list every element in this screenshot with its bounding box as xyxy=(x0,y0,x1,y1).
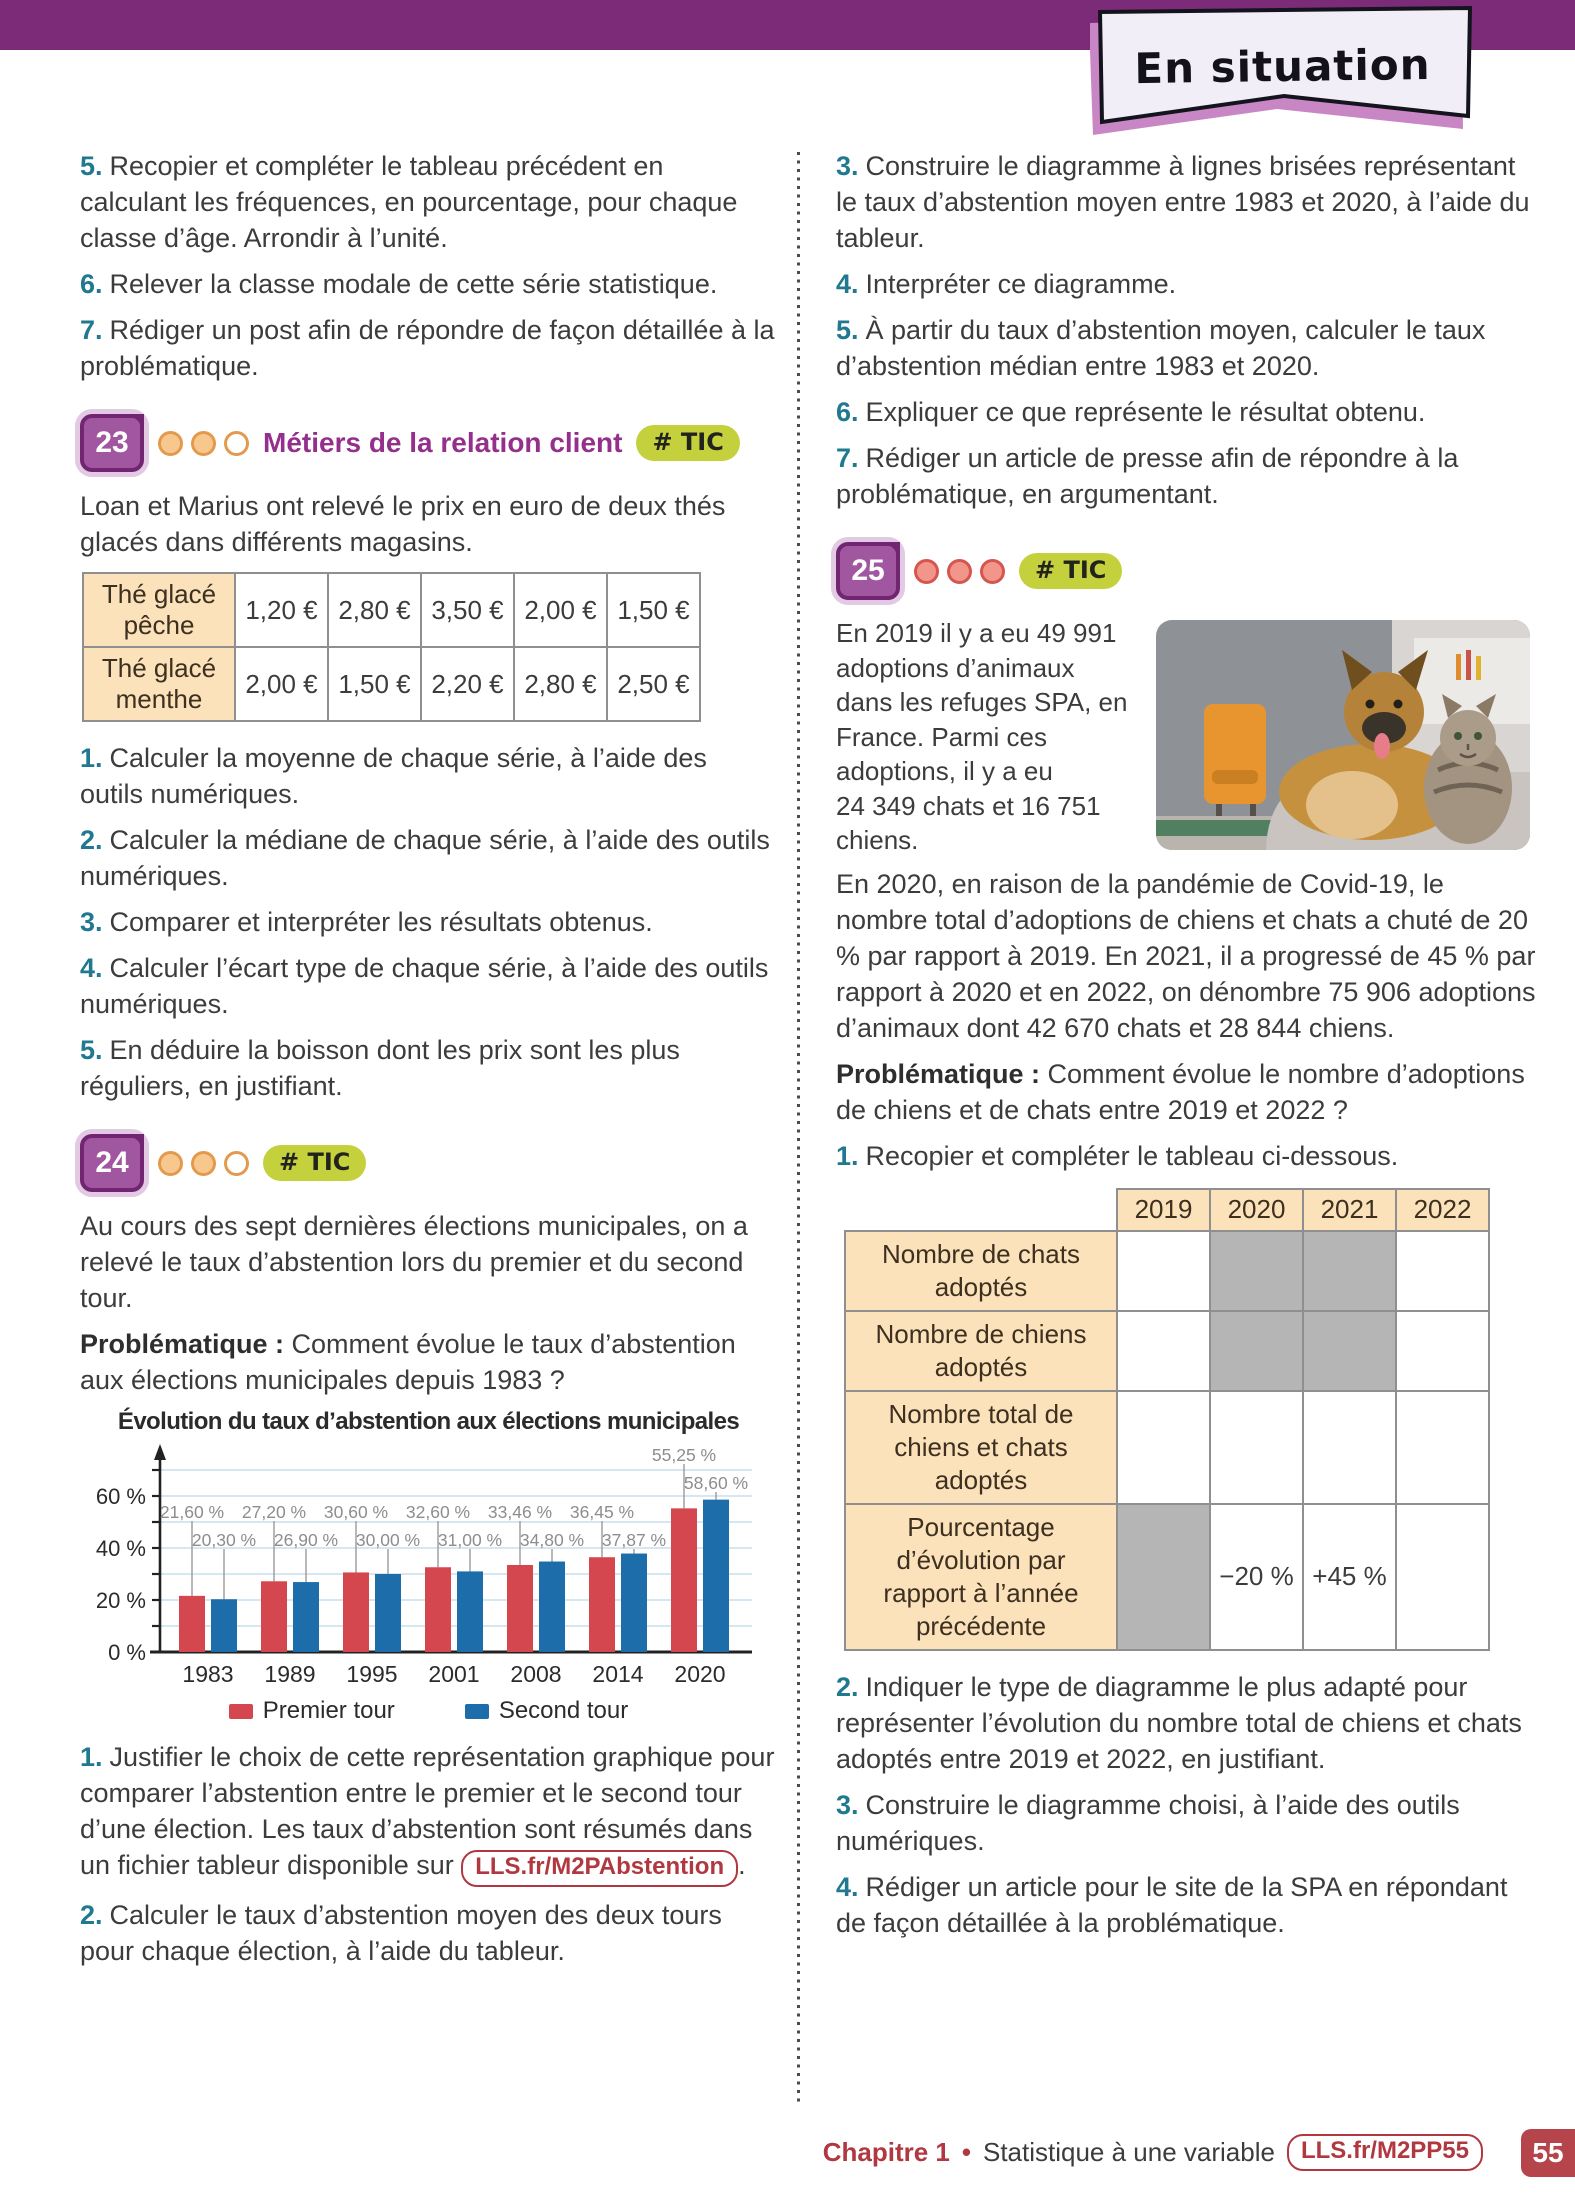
row-label: Thé glacé menthe xyxy=(83,647,235,721)
svg-text:30,60 %: 30,60 % xyxy=(323,1502,389,1522)
exercise-23-header xyxy=(80,414,777,472)
exercise-paragraph: En 2020, en raison de la pandémie de Covid-19, le nombre total d’adoptions de chiens et chats a chuté de 20 % par rapport à 2019. En 2021, il a progressé de 45 % par rapport à 2020 et en 2022, on dénombre 75 906 adoptions d’animaux dont 42 670 chats et 28 844 chiens. xyxy=(836,868,1536,1043)
exercise-24-header xyxy=(80,1134,777,1192)
question-item xyxy=(80,822,777,894)
question-number: 5. xyxy=(80,151,103,181)
price-cell: 2,00 € xyxy=(235,647,328,721)
legend-item xyxy=(229,1697,395,1725)
left-column xyxy=(80,148,777,1979)
exercise-intro: Loan et Marius ont relevé le prix en euro de deux thés glacés dans différents magasins. xyxy=(80,491,726,557)
question-number: 7. xyxy=(836,443,859,473)
question-number: 4. xyxy=(836,269,859,299)
tic-tag: # TIC xyxy=(1019,553,1122,589)
svg-text:2020: 2020 xyxy=(674,1661,726,1687)
exercise-number: 25 xyxy=(851,554,885,587)
column-divider xyxy=(797,152,800,2104)
exercise-number: 24 xyxy=(95,1146,129,1179)
question-item xyxy=(836,394,1536,430)
row-label: Pourcentage d’évolution par rapport à l’année précédente xyxy=(845,1504,1117,1650)
abstention-chart-svg xyxy=(80,1440,770,1690)
price-cell: 1,50 € xyxy=(607,573,700,647)
question-item xyxy=(80,1032,777,1104)
table-row xyxy=(845,1504,1489,1650)
exercise-number-badge xyxy=(80,1134,144,1192)
year-header: 2020 xyxy=(1210,1189,1303,1231)
price-cell: 1,50 € xyxy=(328,647,421,721)
question-item xyxy=(80,740,777,812)
empty-cell xyxy=(1396,1311,1489,1391)
svg-text:26,90 %: 26,90 % xyxy=(273,1530,339,1550)
svg-text:20,30 %: 20,30 % xyxy=(191,1530,257,1550)
chapter-title: Statistique à une variable xyxy=(982,2137,1275,2167)
row-label: Nombre de chats adoptés xyxy=(845,1231,1117,1311)
exercise-25-header xyxy=(836,542,1536,600)
svg-text:60 %: 60 % xyxy=(95,1484,146,1509)
question-number: 1. xyxy=(836,1140,859,1171)
legend-label: Premier tour xyxy=(262,1697,395,1724)
empty-cell xyxy=(1396,1504,1489,1650)
problem-text: Comment évolue le nombre d’adoptions de chiens et de chats entre 2019 et 2022 ? xyxy=(836,1058,1525,1125)
problem-text: Comment évolue le taux d’abstention aux élections municipales depuis 1983 ? xyxy=(80,1329,736,1395)
exercise-title: Métiers de la relation client xyxy=(263,427,623,458)
question-number: 5. xyxy=(836,315,859,345)
question-text: Recopier et compléter le tableau ci-dessous. xyxy=(865,1140,1399,1171)
difficulty-dot-icon xyxy=(191,431,216,456)
svg-text:32,60 %: 32,60 % xyxy=(405,1502,471,1522)
question-number: 4. xyxy=(80,953,103,983)
problem-lead: Problématique : xyxy=(80,1329,285,1359)
exercise-number-badge xyxy=(836,542,900,600)
svg-text:0 %: 0 % xyxy=(108,1640,146,1665)
problem-statement xyxy=(80,1326,777,1398)
question-number: 3. xyxy=(80,907,103,937)
adoption-table xyxy=(844,1188,1490,1651)
svg-text:27,20 %: 27,20 % xyxy=(241,1502,307,1522)
year-header: 2022 xyxy=(1396,1189,1489,1231)
difficulty-dot-icon xyxy=(224,431,249,456)
difficulty-rating xyxy=(158,431,249,456)
question-text: À partir du taux d’abstention moyen, calculer le taux d’abstention médian entre 1983 et 2020. xyxy=(836,315,1486,381)
price-cell: 2,80 € xyxy=(328,573,421,647)
tic-tag: # TIC xyxy=(636,425,739,461)
difficulty-dot-icon xyxy=(914,559,939,584)
question-text: Calculer le taux d’abstention moyen des deux tours pour chaque élection, à l’aide du tableur. xyxy=(80,1900,722,1966)
question-text: Interpréter ce diagramme. xyxy=(865,269,1177,299)
tic-tag: # TIC xyxy=(263,1145,366,1181)
svg-text:30,00 %: 30,00 % xyxy=(355,1530,421,1550)
svg-text:31,00 %: 31,00 % xyxy=(437,1530,503,1550)
question-text: Relever la classe modale de cette série statistique. xyxy=(109,269,718,299)
value-cell: −20 % xyxy=(1210,1504,1303,1650)
abstention-chart xyxy=(80,1408,777,1725)
svg-text:1989: 1989 xyxy=(264,1661,316,1687)
page-footer xyxy=(823,2134,1483,2171)
question-item xyxy=(836,148,1536,256)
svg-text:2008: 2008 xyxy=(510,1661,562,1687)
question-number: 5. xyxy=(80,1035,103,1065)
table-row xyxy=(845,1311,1489,1391)
svg-text:58,60 %: 58,60 % xyxy=(683,1473,749,1493)
question-item xyxy=(80,148,777,256)
question-item xyxy=(80,266,777,302)
year-header: 2021 xyxy=(1303,1189,1396,1231)
exercise-intro: En 2019 il y a eu 49 991 adoptions d’animaux dans les refuges SPA, en France. Parmi ces adoptions, il y a eu 24 349 chats et 16 751 chiens. xyxy=(836,618,1128,855)
legend-swatch-premier-tour xyxy=(229,1704,253,1719)
en-situation-banner xyxy=(1090,4,1490,154)
question-item xyxy=(836,266,1536,302)
svg-text:20 %: 20 % xyxy=(95,1588,146,1613)
price-cell: 1,20 € xyxy=(235,573,328,647)
legend-label: Second tour xyxy=(498,1697,629,1724)
svg-text:1983: 1983 xyxy=(182,1661,234,1687)
year-header: 2019 xyxy=(1117,1189,1210,1231)
problem-statement xyxy=(836,1056,1536,1128)
question-item xyxy=(836,312,1536,384)
question-text: Comparer et interpréter les résultats obtenus. xyxy=(109,907,653,937)
difficulty-dot-icon xyxy=(224,1151,249,1176)
question-text: Recopier et compléter le tableau précédent en calculant les fréquences, en pourcentage, pour chaque classe d’âge. Arrondir à l’unité. xyxy=(80,151,738,253)
shaded-cell xyxy=(1303,1231,1396,1311)
row-label: Nombre de chiens adoptés xyxy=(845,1311,1117,1391)
difficulty-rating xyxy=(914,559,1005,584)
price-cell: 2,80 € xyxy=(514,647,607,721)
question-text: Calculer l’écart type de chaque série, à l’aide des outils numériques. xyxy=(80,953,769,1019)
empty-cell xyxy=(1117,1311,1210,1391)
question-item xyxy=(836,1869,1536,1941)
difficulty-dot-icon xyxy=(191,1151,216,1176)
shaded-cell xyxy=(1210,1311,1303,1391)
chart-title: Évolution du taux d’abstention aux élections municipales xyxy=(117,1408,740,1435)
dog-and-cat-illustration xyxy=(1156,620,1530,850)
question-number: 4. xyxy=(836,1871,859,1902)
value-cell: +45 % xyxy=(1303,1504,1396,1650)
svg-text:37,87 %: 37,87 % xyxy=(601,1530,667,1550)
question-number: 3. xyxy=(836,151,859,181)
lls-page-link[interactable]: LLS.fr/M2PP55 xyxy=(1287,2134,1483,2171)
question-number: 1. xyxy=(80,1742,103,1772)
question-text: En déduire la boisson dont les prix sont les plus réguliers, en justifiant. xyxy=(80,1035,680,1101)
right-column xyxy=(836,148,1536,1951)
adoption-photo xyxy=(1156,620,1530,850)
question-number: 2. xyxy=(836,1671,859,1702)
question-text: Construire le diagramme choisi, à l’aide des outils numériques. xyxy=(836,1789,1460,1856)
chart-legend xyxy=(80,1697,777,1725)
empty-cell xyxy=(1303,1391,1396,1504)
svg-text:55,25 %: 55,25 % xyxy=(651,1445,717,1465)
shaded-cell xyxy=(1117,1504,1210,1650)
svg-text:2014: 2014 xyxy=(592,1661,644,1687)
question-item xyxy=(80,1897,777,1969)
svg-text:40 %: 40 % xyxy=(95,1536,146,1561)
lls-resource-link[interactable]: LLS.fr/M2PAbstention xyxy=(461,1850,738,1887)
question-number: 3. xyxy=(836,1789,859,1820)
question-number: 7. xyxy=(80,315,103,345)
exercise-number: 23 xyxy=(95,426,129,459)
question-text: Rédiger un article de presse afin de répondre à la problématique, en argumentant. xyxy=(836,443,1459,509)
question-item xyxy=(836,1669,1536,1777)
row-label: Thé glacé pêche xyxy=(83,573,235,647)
chapter-label: Chapitre 1 xyxy=(822,2137,950,2167)
row-label: Nombre total de chiens et chats adoptés xyxy=(845,1391,1117,1504)
question-text: Calculer la médiane de chaque série, à l’aide des outils numériques. xyxy=(80,825,770,891)
svg-text:36,45 %: 36,45 % xyxy=(569,1502,635,1522)
empty-cell xyxy=(1396,1231,1489,1311)
question-number: 2. xyxy=(80,1900,103,1930)
price-cell: 2,50 € xyxy=(607,647,700,721)
question-item xyxy=(836,440,1536,512)
svg-text:1995: 1995 xyxy=(346,1661,398,1687)
question-item xyxy=(80,312,777,384)
difficulty-dot-icon xyxy=(158,1151,183,1176)
svg-text:21,60 %: 21,60 % xyxy=(159,1502,225,1522)
question-number: 2. xyxy=(80,825,103,855)
banner-title: En situation xyxy=(1134,39,1431,94)
legend-swatch-second-tour xyxy=(465,1704,489,1719)
empty-cell xyxy=(1117,1231,1210,1311)
question-text: . xyxy=(738,1850,746,1880)
exercise-number-badge xyxy=(80,414,144,472)
blank-cell xyxy=(845,1189,1117,1231)
question-text: Rédiger un post afin de répondre de façon détaillée à la problématique. xyxy=(80,315,775,381)
exercise-intro: Au cours des sept dernières élections municipales, on a relevé le taux d’abstention lors du premier et du second tour. xyxy=(80,1211,748,1313)
question-item xyxy=(80,1739,777,1887)
question-number: 6. xyxy=(836,397,859,427)
exercise-25-body xyxy=(836,616,1536,858)
question-text: Justifier le choix de cette représentation graphique pour comparer l’abstention entre le premier et le second tour d’une élection. Les taux d’abstention sont résumés dans un fichier tableur disponible sur xyxy=(80,1742,775,1880)
difficulty-dot-icon xyxy=(980,559,1005,584)
question-item xyxy=(836,1138,1536,1174)
question-text: Calculer la moyenne de chaque série, à l’aide des outils numériques. xyxy=(80,743,707,809)
svg-text:2001: 2001 xyxy=(428,1661,480,1687)
shaded-cell xyxy=(1210,1231,1303,1311)
question-number: 6. xyxy=(80,269,103,299)
table-row xyxy=(83,647,700,721)
question-number: 1. xyxy=(80,743,103,773)
question-text: Construire le diagramme à lignes brisées représentant le taux d’abstention moyen entre 1983 et 2020, à l’aide du tableur. xyxy=(836,151,1530,253)
table-row xyxy=(83,573,700,647)
difficulty-dot-icon xyxy=(158,431,183,456)
table-header-row xyxy=(845,1189,1489,1231)
table-row xyxy=(845,1391,1489,1504)
svg-text:33,46 %: 33,46 % xyxy=(487,1502,553,1522)
price-cell: 2,20 € xyxy=(421,647,514,721)
question-item xyxy=(80,950,777,1022)
table-row xyxy=(845,1231,1489,1311)
price-cell: 3,50 € xyxy=(421,573,514,647)
difficulty-rating xyxy=(158,1151,249,1176)
question-item xyxy=(836,1787,1536,1859)
problem-lead: Problématique : xyxy=(836,1058,1041,1089)
question-text: Indiquer le type de diagramme le plus adapté pour représenter l’évolution du nombre total de chiens et chats adoptés entre 2019 et 2022, en justifiant. xyxy=(836,1671,1522,1774)
iced-tea-price-table xyxy=(82,572,701,722)
footer-bullet: • xyxy=(961,2137,971,2167)
question-item xyxy=(80,904,777,940)
question-text: Rédiger un article pour le site de la SPA en répondant de façon détaillée à la problématique. xyxy=(836,1871,1508,1938)
legend-item xyxy=(465,1697,628,1725)
price-cell: 2,00 € xyxy=(514,573,607,647)
svg-text:34,80 %: 34,80 % xyxy=(519,1530,585,1550)
empty-cell xyxy=(1117,1391,1210,1504)
empty-cell xyxy=(1396,1391,1489,1504)
shaded-cell xyxy=(1303,1311,1396,1391)
difficulty-dot-icon xyxy=(947,559,972,584)
page-number-badge: 55 xyxy=(1521,2129,1575,2177)
question-text: Expliquer ce que représente le résultat obtenu. xyxy=(865,397,1426,427)
empty-cell xyxy=(1210,1391,1303,1504)
